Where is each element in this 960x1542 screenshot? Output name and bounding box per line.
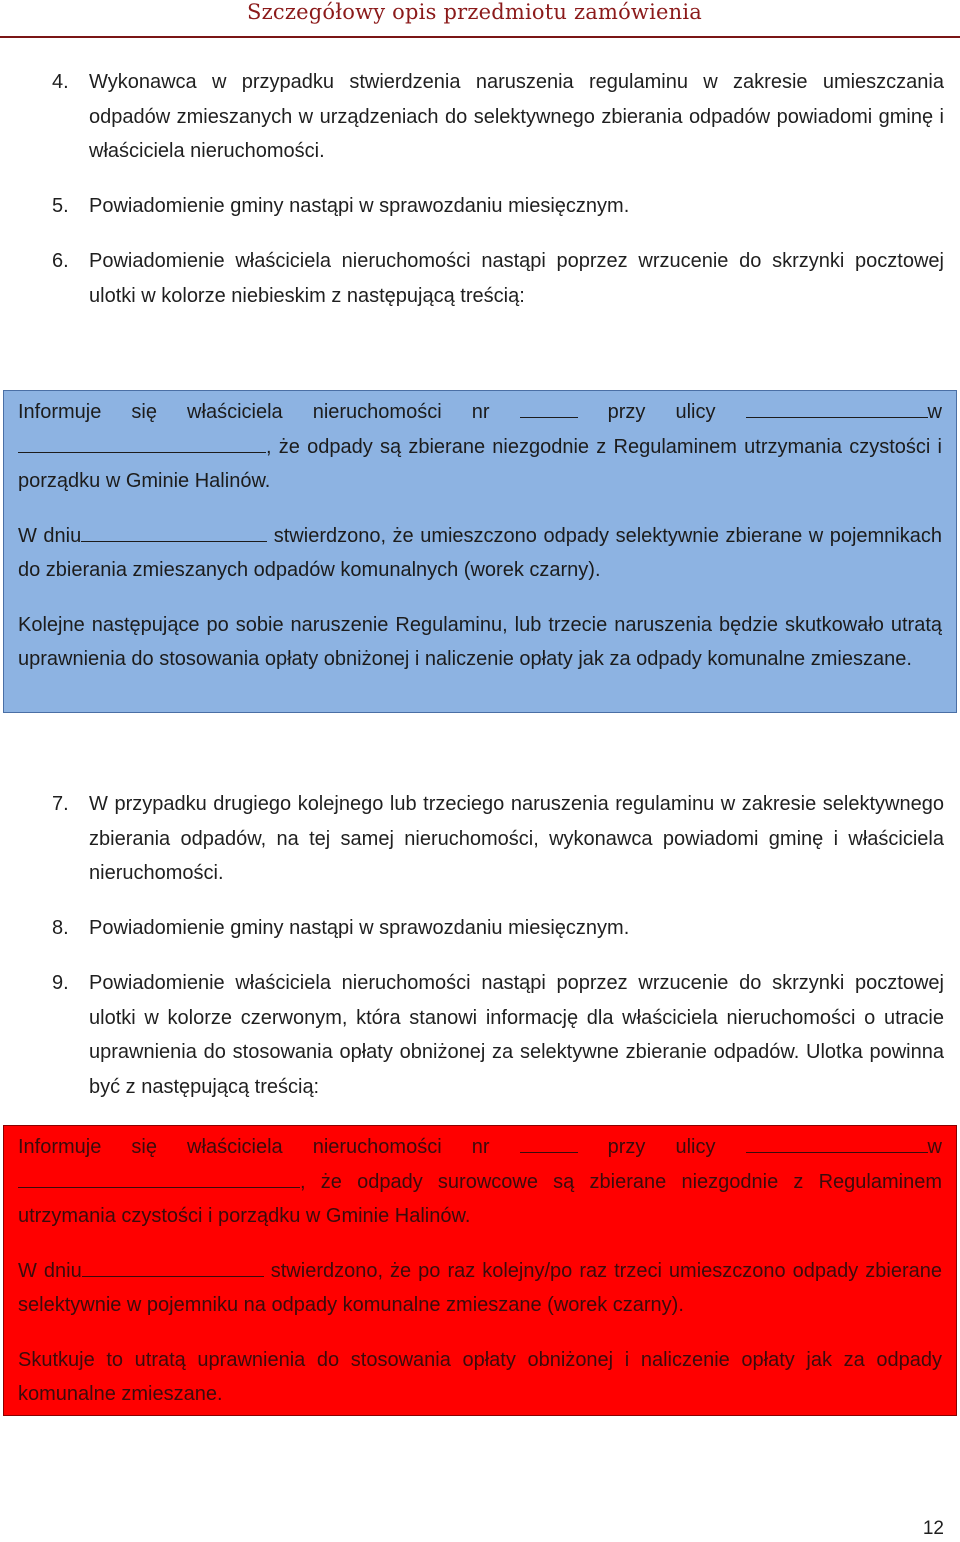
notice-text: Informuje się właściciela nieruchomości nr	[18, 401, 490, 423]
blue-leaflet-notice	[3, 390, 957, 713]
header-title: Szczegółowy opis przedmiotu zamówienia	[247, 0, 702, 24]
notice-text: , że odpady surowcowe są zbierane niezgodnie z Regulaminem utrzymania czystości i porządku w Gminie Halinów.	[18, 1170, 942, 1227]
list-item-8	[0, 911, 944, 946]
blank-field-number	[520, 1130, 578, 1153]
notice-text: stwierdzono, że umieszczono odpady selektywnie zbierane w pojemnikach do zbierania zmieszanych odpadów komunalnych (worek czarny).	[18, 524, 942, 581]
blank-field-number	[520, 395, 578, 418]
list-text: Powiadomienie właściciela nieruchomości nastąpi poprzez wrzucenie do skrzynki pocztowej ulotki w kolorze czerwonym, która stanowi informację dla właściciela nieruchomości o utracie uprawnienia do stosowania opłaty obniżonej za selektywne zbieranie odpadów. Ulotka powinna być z następującą treścią:	[89, 972, 944, 1098]
blank-field-date	[81, 519, 267, 542]
list-text: Wykonawca w przypadku stwierdzenia naruszenia regulaminu w zakresie umieszczania odpadów zmieszanych w urządzeniach do selektywnego zbierania odpadów powiadomi gminę i właściciela nieruchomości.	[89, 71, 944, 162]
notice-text: przy ulicy	[607, 401, 716, 423]
list-text: Powiadomienie właściciela nieruchomości nastąpi poprzez wrzucenie do skrzynki pocztowej ulotki w kolorze niebieskim z następującą treścią:	[89, 250, 944, 307]
notice-paragraph-1	[18, 1130, 942, 1234]
list-item-5	[0, 189, 944, 224]
notice-text: , że odpady są zbierane niezgodnie z Regulaminem utrzymania czystości i porządku w Gminie Halinów.	[18, 435, 942, 492]
list-number: 9.	[52, 972, 69, 994]
notice-paragraph-3: Kolejne następujące po sobie naruszenie Regulaminu, lub trzecie naruszenia będzie skutkowało utratą uprawnienia do stosowania opłaty obniżonej i naliczenie opłaty jak za odpady komunalne zmieszane.	[18, 613, 942, 670]
list-item-4	[0, 65, 944, 169]
notice-paragraph-3: Skutkuje to utratą uprawnienia do stosowania opłaty obniżonej i naliczenie opłaty jak za odpady komunalne zmieszane.	[18, 1348, 942, 1405]
list-number: 7.	[52, 793, 69, 815]
blank-field-town	[18, 1165, 300, 1188]
list-item-9	[0, 966, 944, 1104]
notice-paragraph-2	[18, 1254, 942, 1323]
list-text: W przypadku drugiego kolejnego lub trzeciego naruszenia regulaminu w zakresie selektywnego zbierania odpadów, na tej samej nieruchomości, wykonawca powiadomi gminę i właściciela nieruchomości.	[89, 793, 944, 884]
list-text: Powiadomienie gminy nastąpi w sprawozdaniu miesięcznym.	[89, 917, 630, 939]
blank-field-street	[746, 1130, 928, 1153]
list-number: 5.	[52, 195, 69, 217]
notice-text: Informuje się właściciela nieruchomości nr	[18, 1136, 490, 1158]
blank-field-date	[82, 1254, 264, 1277]
notice-text: W dniu	[18, 1259, 82, 1282]
list-item-6	[0, 244, 944, 313]
notice-text: w	[927, 1136, 942, 1158]
blank-field-street	[746, 395, 928, 418]
notice-paragraph-1	[18, 395, 942, 499]
notice-paragraph-2	[18, 519, 942, 588]
red-leaflet-notice	[3, 1125, 957, 1416]
list-item-7	[0, 787, 944, 891]
notice-text: stwierdzono, że po raz kolejny/po raz trzeci umieszczono odpady zbierane selektywnie w pojemniku na odpady komunalne zmieszane (worek czarny).	[18, 1259, 943, 1316]
list-number: 6.	[52, 250, 69, 272]
page-number: 12	[922, 1518, 944, 1539]
blank-field-town	[18, 430, 266, 453]
notice-text: przy ulicy	[607, 1136, 716, 1158]
list-number: 8.	[52, 917, 69, 939]
list-number: 4.	[52, 71, 69, 93]
notice-text: W dniu	[18, 524, 82, 547]
running-header	[0, 0, 960, 38]
list-text: Powiadomienie gminy nastąpi w sprawozdaniu miesięcznym.	[89, 195, 630, 217]
notice-text: w	[927, 401, 942, 423]
